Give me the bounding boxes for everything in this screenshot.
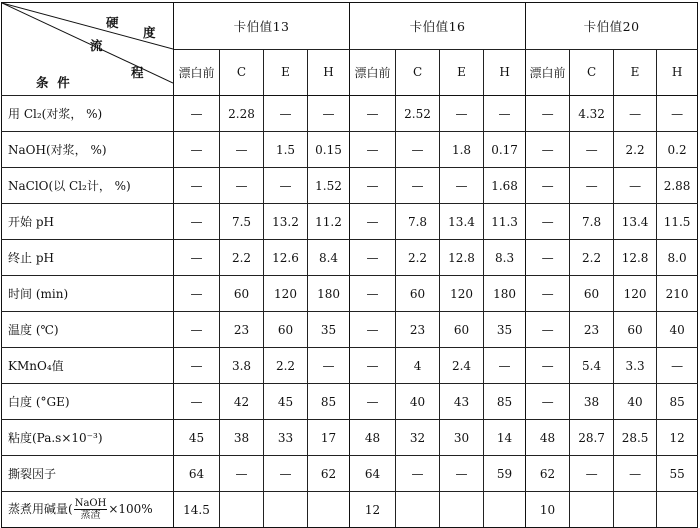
table-cell: 1.5 [264, 132, 308, 168]
ratio-fraction [74, 498, 108, 521]
table-row [2, 420, 698, 456]
table-cell: 60 [396, 276, 440, 312]
table-cell: — [440, 96, 484, 132]
table-cell: — [526, 276, 570, 312]
table-cell [220, 492, 264, 528]
table-cell: 7.8 [396, 204, 440, 240]
table-cell: — [570, 132, 614, 168]
table-cell: 32 [396, 420, 440, 456]
table-row [2, 384, 698, 420]
table-cell: 40 [396, 384, 440, 420]
table-cell: 11.2 [308, 204, 350, 240]
bleaching-conditions-table [1, 2, 698, 528]
table-cell: — [220, 456, 264, 492]
table-cell: — [174, 204, 220, 240]
table-cell: 38 [220, 420, 264, 456]
corner-label-conditions: 条 件 [36, 75, 70, 90]
row-label: 白度 (°GE) [2, 384, 174, 420]
table-row [2, 492, 698, 528]
row-label: 终止 pH [2, 240, 174, 276]
table-cell: 85 [484, 384, 526, 420]
table-cell [484, 492, 526, 528]
table-cell: 60 [570, 276, 614, 312]
table-cell: — [220, 132, 264, 168]
table-cell: 2.2 [220, 240, 264, 276]
table-cell: 30 [440, 420, 484, 456]
corner-header-cell [2, 3, 174, 96]
group-header-kappa-20: 卡伯值20 [526, 3, 698, 50]
table-cell: 7.5 [220, 204, 264, 240]
table-cell: — [526, 204, 570, 240]
table-cell: 60 [264, 312, 308, 348]
table-cell: — [396, 456, 440, 492]
table-cell: 12 [350, 492, 396, 528]
table-cell: 64 [174, 456, 220, 492]
table-cell: 12.8 [440, 240, 484, 276]
sub-header-before: 漂白前 [174, 49, 220, 96]
table-cell: 33 [264, 420, 308, 456]
group-header-kappa-16: 卡伯值16 [350, 3, 526, 50]
table-row [2, 132, 698, 168]
table-cell: 62 [308, 456, 350, 492]
table-cell: 42 [220, 384, 264, 420]
table-cell: 60 [220, 276, 264, 312]
table-cell: 13.2 [264, 204, 308, 240]
table-cell [440, 492, 484, 528]
corner-label-process-1: 流 [90, 38, 103, 53]
table-cell: — [484, 96, 526, 132]
table-cell: — [264, 168, 308, 204]
diagonal-lines [2, 3, 174, 95]
table-cell: 48 [350, 420, 396, 456]
table-cell: — [484, 348, 526, 384]
sub-header-before: 漂白前 [526, 49, 570, 96]
table-cell: 3.8 [220, 348, 264, 384]
table-cell: — [350, 96, 396, 132]
table-cell: — [220, 168, 264, 204]
table-cell: — [350, 312, 396, 348]
table-cell: 55 [657, 456, 698, 492]
table-cell: 13.4 [440, 204, 484, 240]
table-cell: — [174, 240, 220, 276]
row-label: NaClO(以 Cl₂计， %) [2, 168, 174, 204]
table-cell: — [350, 384, 396, 420]
sub-header-e: E [440, 49, 484, 96]
table-cell: — [614, 168, 657, 204]
table-cell: 2.28 [220, 96, 264, 132]
table-cell: 2.2 [614, 132, 657, 168]
table-cell: — [526, 348, 570, 384]
table-cell: 8.3 [484, 240, 526, 276]
table-cell: — [396, 132, 440, 168]
table-row [2, 96, 698, 132]
table-cell: — [614, 456, 657, 492]
table-cell: — [174, 384, 220, 420]
table-cell: 60 [440, 312, 484, 348]
table-cell: 4 [396, 348, 440, 384]
sub-header-before: 漂白前 [350, 49, 396, 96]
sub-header-c: C [570, 49, 614, 96]
table-cell: — [174, 132, 220, 168]
table-cell: 1.68 [484, 168, 526, 204]
table-cell: 11.3 [484, 204, 526, 240]
table-cell [570, 492, 614, 528]
table-cell: — [526, 312, 570, 348]
fraction-denominator: 蒸渣 [80, 510, 101, 521]
table-cell: 7.8 [570, 204, 614, 240]
table-cell: — [350, 168, 396, 204]
table-cell: 8.4 [308, 240, 350, 276]
row-label: 开始 pH [2, 204, 174, 240]
table-cell [396, 492, 440, 528]
table-cell: 48 [526, 420, 570, 456]
table-cell: — [526, 240, 570, 276]
table-cell: — [396, 168, 440, 204]
table-cell: 1.52 [308, 168, 350, 204]
table-cell: 5.4 [570, 348, 614, 384]
row-label [2, 492, 174, 528]
table-cell: — [350, 348, 396, 384]
sub-header-h: H [484, 49, 526, 96]
table-row [2, 456, 698, 492]
table-cell: 23 [570, 312, 614, 348]
table-cell: 45 [264, 384, 308, 420]
row-label: 温度 (℃) [2, 312, 174, 348]
table-cell: 45 [174, 420, 220, 456]
table-cell [614, 492, 657, 528]
table-cell: — [526, 168, 570, 204]
table-row [2, 348, 698, 384]
corner-label-process-2: 程 [131, 65, 144, 80]
table-cell: 120 [440, 276, 484, 312]
corner-label-hardness-2: 度 [143, 25, 156, 40]
table-cell: 3.3 [614, 348, 657, 384]
table-cell: 12.6 [264, 240, 308, 276]
table-cell: 13.4 [614, 204, 657, 240]
table-cell: 85 [308, 384, 350, 420]
table-cell: — [526, 96, 570, 132]
table-cell: — [570, 456, 614, 492]
table-cell [264, 492, 308, 528]
table-cell: 62 [526, 456, 570, 492]
table-cell: 43 [440, 384, 484, 420]
table-cell: 40 [614, 384, 657, 420]
table-cell: 60 [614, 312, 657, 348]
table-cell: — [350, 204, 396, 240]
table-cell: — [657, 348, 698, 384]
table-cell: 4.32 [570, 96, 614, 132]
table-cell: 14 [484, 420, 526, 456]
table-cell: — [350, 240, 396, 276]
corner-label-hardness-1: 硬 [106, 15, 119, 30]
table-cell: 23 [396, 312, 440, 348]
table-row [2, 204, 698, 240]
table-cell: 2.4 [440, 348, 484, 384]
table-cell: 0.15 [308, 132, 350, 168]
table-cell: 8.0 [657, 240, 698, 276]
table-cell: 14.5 [174, 492, 220, 528]
table-cell: 12 [657, 420, 698, 456]
table-cell: 2.2 [396, 240, 440, 276]
table-cell: — [174, 276, 220, 312]
fraction-numerator: NaOH [74, 498, 107, 509]
table-cell: 35 [484, 312, 526, 348]
table-cell: — [440, 168, 484, 204]
sub-header-e: E [264, 49, 308, 96]
table-cell: 23 [220, 312, 264, 348]
table-cell: — [350, 276, 396, 312]
table-cell: 64 [350, 456, 396, 492]
table-cell: 0.2 [657, 132, 698, 168]
table-cell: 1.8 [440, 132, 484, 168]
table-cell: — [526, 384, 570, 420]
table-cell: 180 [308, 276, 350, 312]
table-cell: — [570, 168, 614, 204]
row-label: KMnO₄值 [2, 348, 174, 384]
row-label-suffix: ×100% [108, 502, 153, 516]
table-cell: 0.17 [484, 132, 526, 168]
table-cell: 59 [484, 456, 526, 492]
table-cell: 2.88 [657, 168, 698, 204]
row-label: 时间 (min) [2, 276, 174, 312]
table-cell: — [614, 96, 657, 132]
table-cell: 85 [657, 384, 698, 420]
table-cell: 10 [526, 492, 570, 528]
table-cell: — [264, 96, 308, 132]
table-cell: — [657, 96, 698, 132]
table-cell: 38 [570, 384, 614, 420]
table-cell: — [350, 132, 396, 168]
table-cell: 12.8 [614, 240, 657, 276]
sub-header-h: H [308, 49, 350, 96]
table-row [2, 312, 698, 348]
table-cell: — [526, 132, 570, 168]
row-label: 撕裂因子 [2, 456, 174, 492]
table-cell: 40 [657, 312, 698, 348]
sub-header-c: C [220, 49, 264, 96]
table-cell: — [174, 96, 220, 132]
table-cell: — [174, 312, 220, 348]
table-cell: 210 [657, 276, 698, 312]
table-row [2, 240, 698, 276]
table-body [2, 96, 698, 528]
table-cell: — [174, 168, 220, 204]
table-cell [308, 492, 350, 528]
table-cell: 120 [264, 276, 308, 312]
table-row [2, 168, 698, 204]
table-cell: 120 [614, 276, 657, 312]
row-label-prefix: 蒸煮用碱量( [8, 502, 73, 516]
row-label: 用 Cl₂(对浆， %) [2, 96, 174, 132]
row-label: 粘度(Pa.s×10⁻³) [2, 420, 174, 456]
table-cell: 2.2 [570, 240, 614, 276]
table-cell: 180 [484, 276, 526, 312]
sub-header-c: C [396, 49, 440, 96]
table-cell [657, 492, 698, 528]
sub-header-h: H [657, 49, 698, 96]
table-cell: 17 [308, 420, 350, 456]
table-cell: 28.5 [614, 420, 657, 456]
table-cell: — [264, 456, 308, 492]
table-cell: 28.7 [570, 420, 614, 456]
row-label: NaOH(对浆， %) [2, 132, 174, 168]
table-cell: — [308, 348, 350, 384]
table-cell: 11.5 [657, 204, 698, 240]
table-cell: 35 [308, 312, 350, 348]
table-cell: 2.2 [264, 348, 308, 384]
table-cell: — [174, 348, 220, 384]
sub-header-e: E [614, 49, 657, 96]
table-row [2, 276, 698, 312]
group-header-kappa-13: 卡伯值13 [174, 3, 350, 50]
table-cell: 2.52 [396, 96, 440, 132]
table-cell: — [440, 456, 484, 492]
table-cell: — [308, 96, 350, 132]
